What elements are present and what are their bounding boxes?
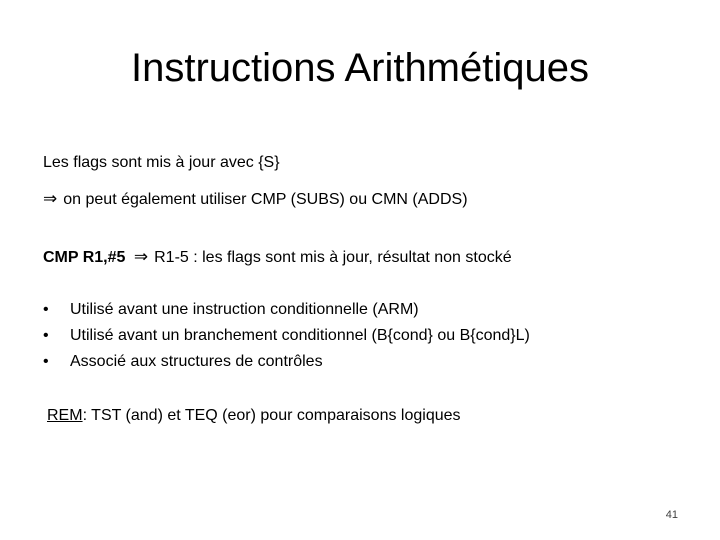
list-item xyxy=(43,349,530,375)
slide-title: Instructions Arithmétiques xyxy=(131,46,589,90)
text-line-cmp-cmn xyxy=(43,189,468,210)
text-line-cmp-example xyxy=(43,247,512,268)
list-item-text: Utilisé avant une instruction conditionnelle (ARM) xyxy=(70,301,419,318)
remark-text: : TST (and) et TEQ (eor) pour comparaisons logiques xyxy=(82,407,461,424)
bullet-icon: • xyxy=(43,353,49,370)
list-item-text: Associé aux structures de contrôles xyxy=(70,353,323,370)
bullet-icon: • xyxy=(43,327,49,344)
list-item xyxy=(43,323,530,349)
cmp-instruction: CMP R1,#5 xyxy=(43,249,126,266)
remark-line xyxy=(47,406,461,426)
remark-label: REM xyxy=(47,407,83,424)
cmp-description: R1-5 : les flags sont mis à jour, résultat non stocké xyxy=(154,249,512,266)
implies-icon: ⇒ xyxy=(43,189,58,208)
list-item-text: Utilisé avant un branchement conditionnel (B{cond} ou B{cond}L) xyxy=(70,327,530,344)
bullet-icon: • xyxy=(43,301,49,318)
list-item xyxy=(43,297,530,323)
text-line-cmp-cmn-content: on peut également utiliser CMP (SUBS) ou CMN (ADDS) xyxy=(63,191,468,208)
bullet-list xyxy=(43,297,530,375)
implies-icon: ⇒ xyxy=(133,247,149,266)
page-number: 41 xyxy=(665,509,678,521)
text-line-flags: Les flags sont mis à jour avec {S} xyxy=(43,154,280,171)
